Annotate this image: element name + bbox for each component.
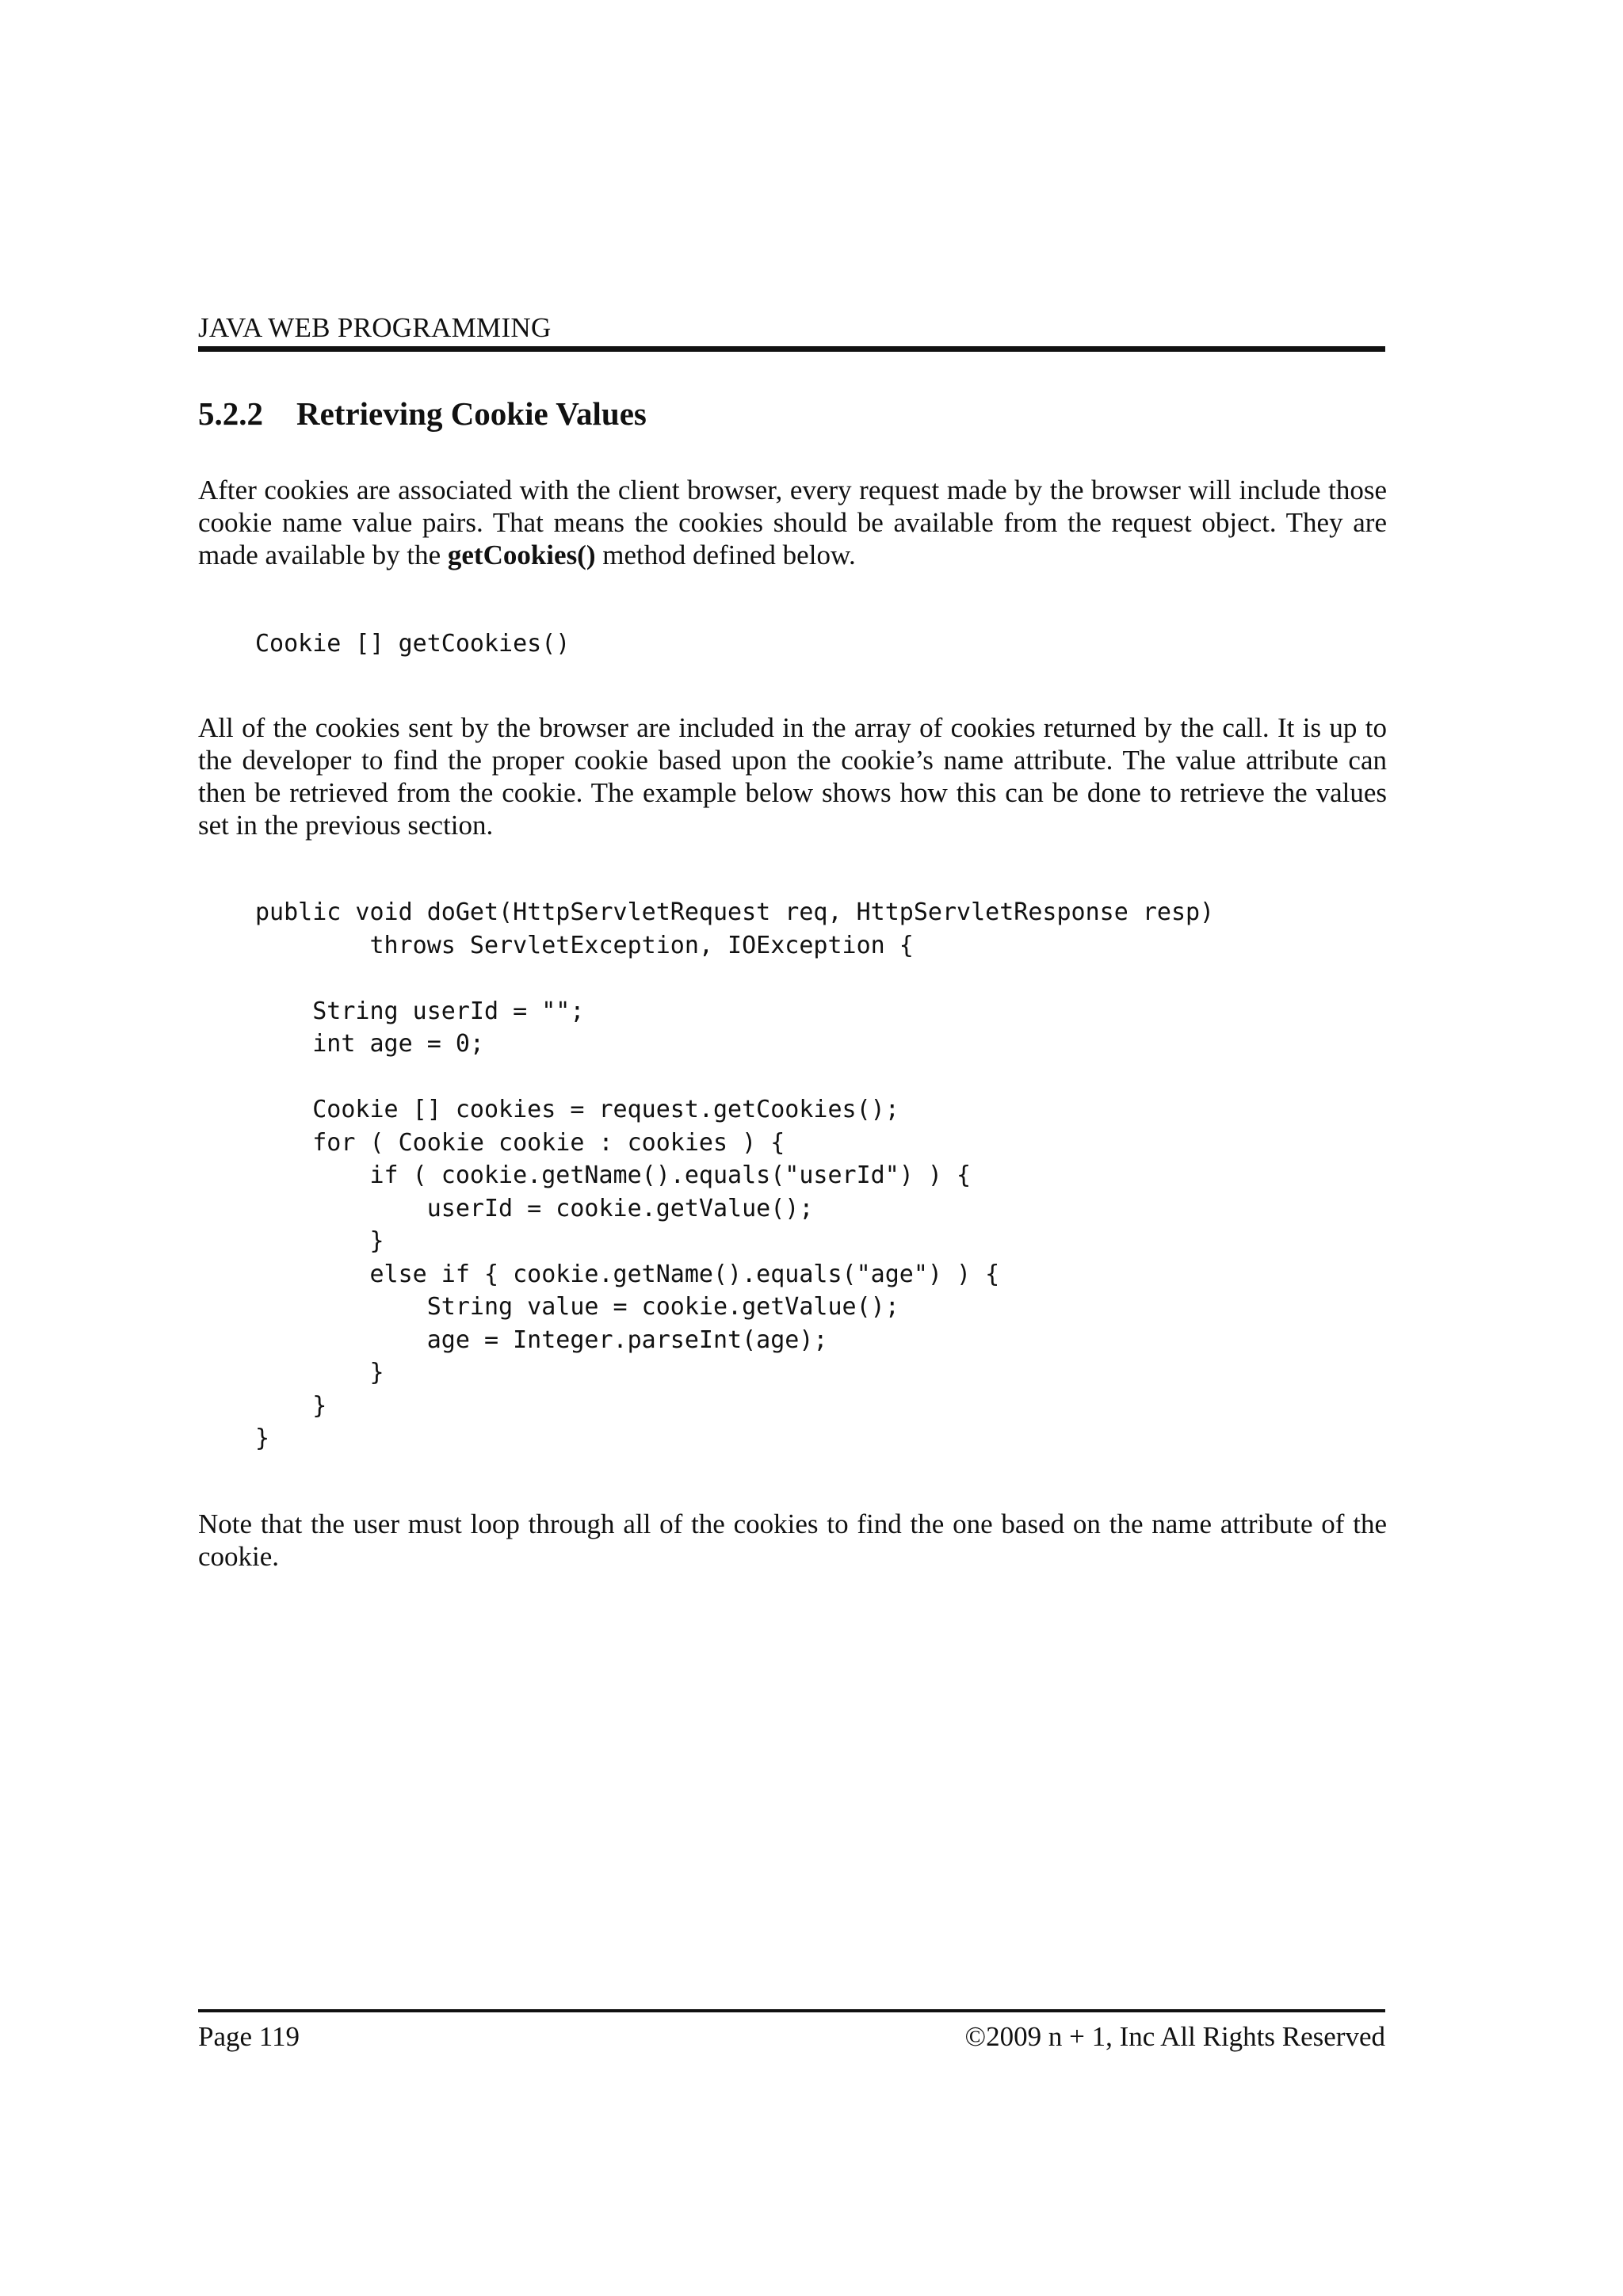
code-example: public void doGet(HttpServletRequest req, HttpServletResponse resp) throws ServletException, IOException { String userId = ""; int age = 0; Cookie [] cookies = request.getCookies(); for ( Cookie cookie : cookies ) { if ( cookie.getName().equals("userId") ) { userId = cookie.getValue(); } else if { cookie.getName().equals("age") ) { String value = cookie.getValue(); age = Integer.parseInt(age); } } }	[255, 898, 1215, 1452]
footer-rule	[198, 2009, 1385, 2012]
page-number: Page 119	[198, 2021, 300, 2052]
section-title: Retrieving Cookie Values	[296, 395, 647, 432]
intro-text-before: After cookies are associated with the client browser, every request made by the browser will include those cookie name value pairs. That means the cookies should be available from the request object. They are made available by the	[198, 475, 1387, 570]
intro-text-after: method defined below.	[595, 540, 856, 570]
intro-paragraph	[198, 474, 1387, 571]
note-paragraph: Note that the user must loop through all of the cookies to find the one based on the name attribute of the cookie.	[198, 1508, 1387, 1572]
method-signature-code: Cookie [] getCookies()	[255, 630, 571, 658]
header-rule	[198, 346, 1385, 352]
copyright-notice: ©2009 n + 1, Inc All Rights Reserved	[964, 2021, 1385, 2052]
intro-method-name: getCookies()	[447, 540, 596, 570]
running-header: JAVA WEB PROGRAMMING	[198, 312, 552, 343]
section-heading	[198, 391, 647, 436]
explanation-paragraph: All of the cookies sent by the browser are included in the array of cookies returned by the call. It is up to the developer to find the proper cookie based upon the cookie’s name attribute. The value attribute can then be retrieved from the cookie. The example below shows how this can be done to retrieve the values set in the previous section.	[198, 712, 1387, 841]
section-number: 5.2.2	[198, 395, 263, 432]
